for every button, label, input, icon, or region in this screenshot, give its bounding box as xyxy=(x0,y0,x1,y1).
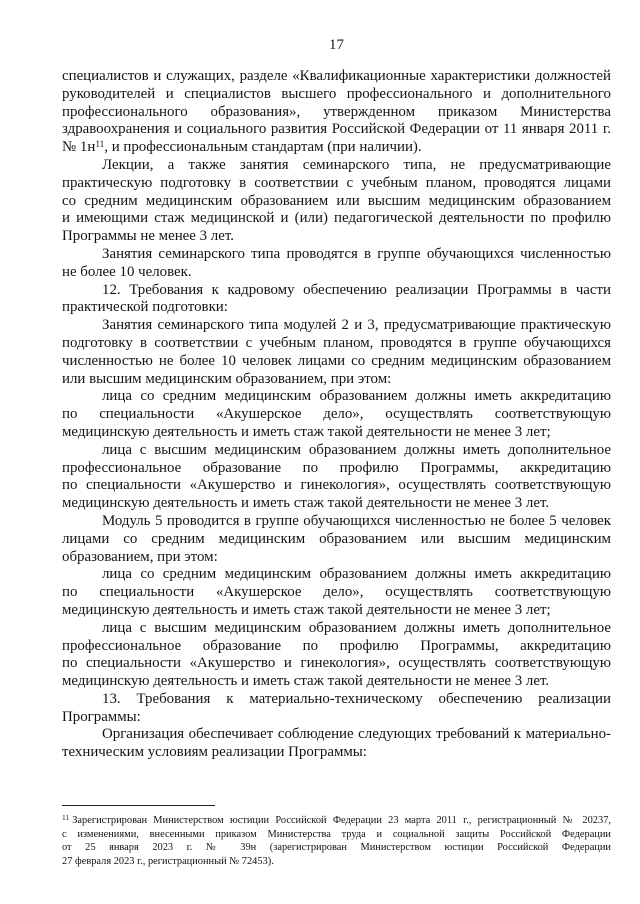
text-line: Занятия семинарского типа модулей 2 и 3, предусматривающие практическую xyxy=(102,317,611,334)
text-line: 12. Требования к кадровому обеспечению реализации Программы в части xyxy=(102,281,611,298)
item-higher-education-module-5 xyxy=(62,620,611,691)
text-line xyxy=(62,139,611,157)
footnote xyxy=(62,814,611,869)
paragraph-continuation xyxy=(62,68,611,157)
text-line: медицинскую деятельность и иметь стаж такой деятельности не менее 3 лет; xyxy=(62,601,551,618)
text-line: 13. Требования к материально-техническому обеспечению реализации xyxy=(102,690,611,707)
text-line: со средним медицинским образованием или высшим медицинским образованием xyxy=(62,192,611,209)
text-line: Лекции, а также занятия семинарского типа, не предусматривающие xyxy=(102,156,611,173)
text-line: подготовку в соответствии с учебным планом, проводятся в группе обучающихся xyxy=(62,334,611,351)
text-line: практической подготовки: xyxy=(62,299,228,316)
text-line: специалистов и служащих, разделе «Квалификационные характеристики должностей xyxy=(62,68,611,84)
text-line: профессионального образования», утвержденном приказом Министерства xyxy=(62,103,611,120)
item-secondary-education-module-5 xyxy=(62,566,611,619)
text-line: лица с высшим медицинским образованием должны иметь дополнительное xyxy=(102,619,611,636)
section-13-heading xyxy=(62,691,611,727)
text-line: лица со средним медицинским образованием должны иметь аккредитацию xyxy=(102,566,611,583)
paragraph-group-size xyxy=(62,246,611,282)
text-segment: , и профессиональным стандартам (при наличии). xyxy=(104,139,422,156)
item-secondary-education-modules-2-3 xyxy=(62,388,611,441)
text-line: лицами со средним медицинским образованием или высшим медицинским xyxy=(62,530,611,547)
footnote-marker: 11 xyxy=(62,812,70,822)
text-line: или высшим медицинским образованием, при этом: xyxy=(62,370,392,387)
text-line: Программы не менее 3 лет. xyxy=(62,228,234,245)
section-12-heading xyxy=(62,282,611,318)
text-line: Программы: xyxy=(62,708,141,725)
footnote-line xyxy=(62,814,611,828)
text-line: практическую подготовку в соответствии с учебным планом, проводятся лицами xyxy=(62,174,611,191)
text-line: лица с высшим медицинским образованием должны иметь дополнительное xyxy=(102,441,611,458)
main-text xyxy=(62,68,611,762)
text-line: руководителей и специалистов высшего профессионального и дополнительного xyxy=(62,85,611,102)
text-line: медицинскую деятельность и иметь стаж такой деятельности не менее 3 лет; xyxy=(62,423,551,440)
text-line: медицинскую деятельность и иметь стаж такой деятельности не менее 3 лет. xyxy=(62,495,550,512)
paragraph-lectures xyxy=(62,157,611,246)
footnote-line: 27 февраля 2023 г., регистрационный № 72453). xyxy=(62,856,274,868)
text-line: здравоохранения и социального развития Российской Федерации от 11 января 2011 г. xyxy=(62,121,611,138)
footnote-line: от 25 января 2023 г. № 39н (зарегистрирован Министерством юстиции Российской Федерации xyxy=(62,842,611,854)
text-line: лица со средним медицинским образованием должны иметь аккредитацию xyxy=(102,388,611,405)
page-number: 17 xyxy=(329,37,344,53)
text-line: Модуль 5 проводится в группе обучающихся численностью не более 5 человек xyxy=(102,512,611,529)
text-line: по специальности «Акушерство и гинекология», осуществлять соответствующую xyxy=(62,477,611,494)
paragraph-modules-2-3 xyxy=(62,317,611,388)
paragraph-organization-requirements xyxy=(62,726,611,762)
text-line: Организация обеспечивает соблюдение следующих требований к материально- xyxy=(102,726,611,743)
paragraph-module-5 xyxy=(62,513,611,566)
text-line: численностью не более 10 человек лицами со средним медицинским образованием xyxy=(62,352,611,369)
text-line: профессиональное образование по профилю Программы, аккредитацию xyxy=(62,637,611,654)
item-higher-education-modules-2-3 xyxy=(62,442,611,513)
footnote-line: с изменениями, внесенными приказом Министерства труда и социальной защиты Российской Федерации xyxy=(62,828,611,840)
text-segment: № 1н xyxy=(62,139,96,156)
text-line: не более 10 человек. xyxy=(62,263,192,280)
text-line: Занятия семинарского типа проводятся в группе обучающихся численностью xyxy=(102,245,611,262)
text-line: по специальности «Акушерское дело», осуществлять соответствующую xyxy=(62,406,611,423)
footnote-reference: 11 xyxy=(95,138,105,149)
text-line: по специальности «Акушерство и гинекология», осуществлять соответствующую xyxy=(62,655,611,672)
text-line: техническим условиям реализации Программы: xyxy=(62,744,367,761)
text-line: профессиональное образование по профилю Программы, аккредитацию xyxy=(62,459,611,476)
footnote-separator xyxy=(62,805,215,806)
text-line: и имеющими стаж медицинской и (или) педагогической деятельности по профилю xyxy=(62,210,611,227)
text-line: по специальности «Акушерское дело», осуществлять соответствующую xyxy=(62,584,611,601)
text-line: образованием, при этом: xyxy=(62,548,218,565)
text-line: медицинскую деятельность и иметь стаж такой деятельности не менее 3 лет. xyxy=(62,673,550,690)
footnote-text: Зарегистрирован Министерством юстиции Российской Федерации 23 марта 2011 г., регистрационный № 20237, xyxy=(72,815,611,826)
